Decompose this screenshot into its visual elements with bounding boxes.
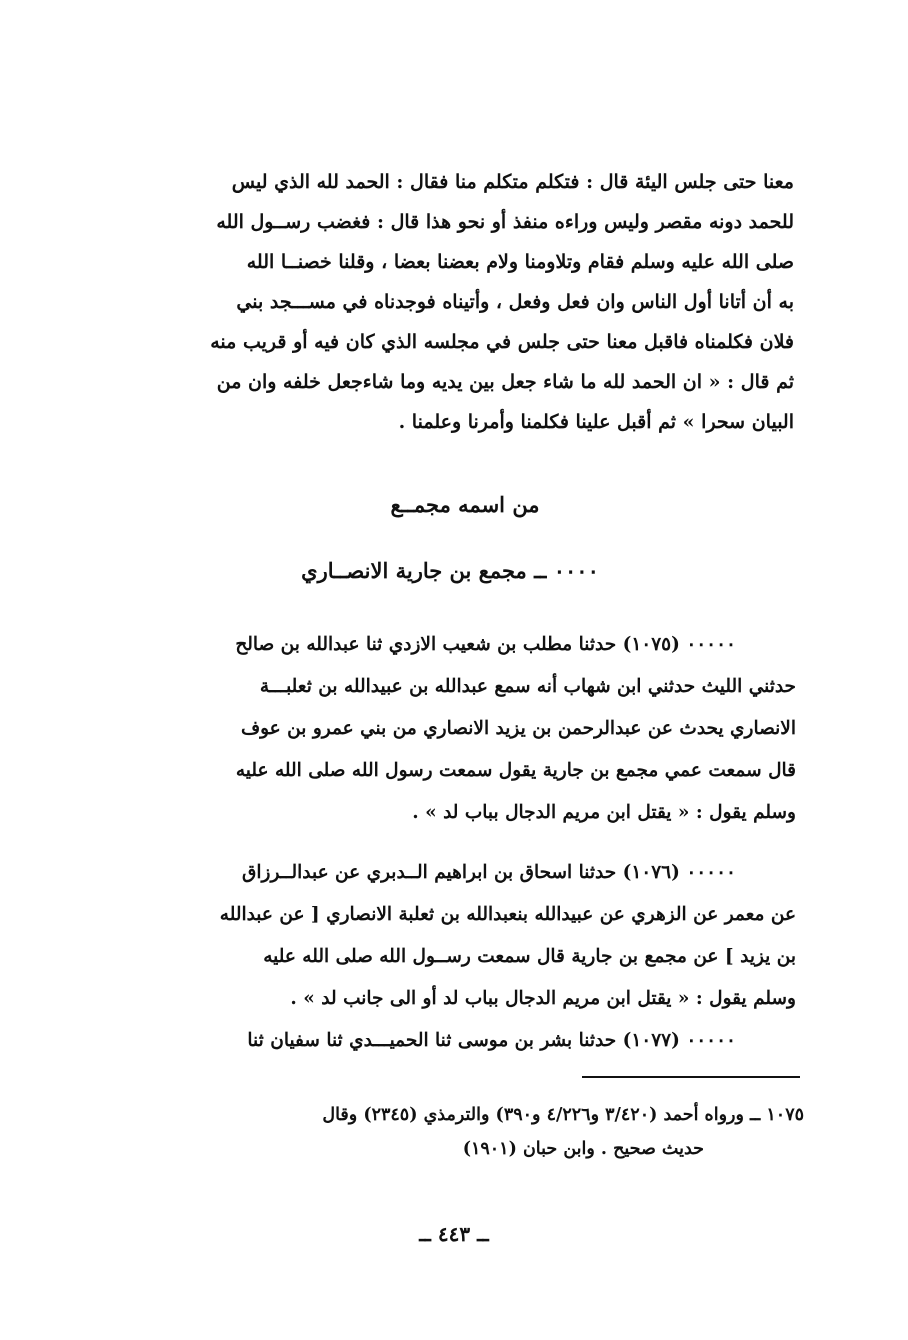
- text-line: البيان سحرا » ثم أقبل علينا فكلمنا وأمرنا وعلمنا .: [398, 411, 794, 433]
- intro-paragraph: [96, 162, 794, 442]
- text-line: ثم قال : « ان الحمد لله ما شاء جعل بين يديه وما شاءجعل خلفه وان من: [216, 371, 794, 393]
- text-line: حدثني الليث حدثني ابن شهاب أنه سمع عبدالله بن عبيدالله بن ثعلبـــة: [259, 676, 796, 697]
- section-heading: من اسمه مجمــع: [390, 492, 540, 517]
- text-line: ٠٠٠٠٠ (١٠٧٦) حدثنا اسحاق بن ابراهيم الــدبري عن عبدالــرزاق: [242, 862, 736, 883]
- text-line: ٠٠٠٠٠ (١٠٧٥) حدثنا مطلب بن شعيب الازدي ثنا عبدالله بن صالح: [235, 634, 736, 655]
- text-line: قال سمعت عمي مجمع بن جارية يقول سمعت رسول الله صلى الله عليه: [235, 760, 796, 781]
- footnote-line: ١٠٧٥ ــ ورواه أحمد (٣/٤٢٠ و٤/٢٢٦ و٣٩٠) والترمذي (٢٣٤٥) وقال: [322, 1105, 804, 1125]
- footnote-divider: [582, 1076, 800, 1078]
- text-line: للحمد دونه مقصر وليس وراءه منفذ أو نحو هذا قال : فغضب رســول الله: [216, 211, 794, 233]
- entry-heading: ٠٠٠٠ ــ مجمع بن جارية الانصــاري: [301, 558, 599, 583]
- hadith-block: [100, 1020, 796, 1062]
- text-line: بن يزيد ] عن مجمع بن جارية قال سمعت رســول الله صلى الله عليه: [263, 946, 796, 967]
- text-line: وسلم يقول : « يقتل ابن مريم الدجال بباب لد » .: [412, 802, 796, 823]
- page-number: ــ ٤٤٣ ــ: [419, 1222, 489, 1246]
- text-line: ٠٠٠٠٠ (١٠٧٧) حدثنا بشر بن موسى ثنا الحميـــدي ثنا سفيان ثنا: [247, 1030, 736, 1051]
- hadith-block: [100, 852, 796, 1020]
- hadith-block: [100, 624, 796, 834]
- text-line: صلى الله عليه وسلم فقام وتلاومنا ولام بعضنا بعضا ، وقلنا خصنــا الله: [246, 251, 794, 273]
- text-line: فلان فكلمناه فاقبل معنا حتى جلس في مجلسه الذي كان فيه أو قريب منه: [210, 331, 794, 353]
- text-line: وسلم يقول : « يقتل ابن مريم الدجال بباب لد أو الى جانب لد » .: [290, 988, 796, 1009]
- text-line: معنا حتى جلس اليئة قال : فتكلم متكلم منا فقال : الحمد لله الذي ليس: [231, 171, 794, 193]
- footnote-line: حديث صحيح . وابن حبان (١٩٠١): [462, 1139, 704, 1159]
- footnote: [104, 1098, 804, 1166]
- text-line: عن معمر عن الزهري عن عبيدالله بنعبدالله بن ثعلبة الانصاري [ عن عبدالله: [219, 904, 796, 925]
- text-line: الانصاري يحدث عن عبدالرحمن بن يزيد الانصاري من بني عمرو بن عوف: [240, 718, 796, 739]
- text-line: به أن أتانا أول الناس وان فعل وفعل ، وأتيناه فوجدناه في مســـجد بني: [236, 291, 794, 313]
